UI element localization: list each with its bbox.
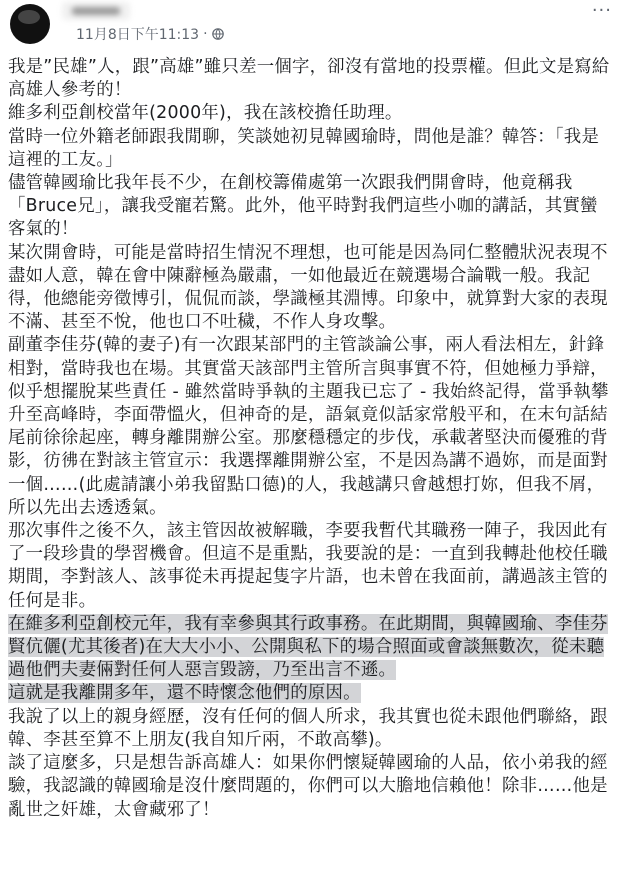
post-paragraph: 儘管韓國瑜比我年長不少，在創校籌備處第一次跟我們開會時，他竟稱我「Bruce兄」，讓我受寵若驚。此外，他平時對我們這些小咖的講話，其實蠻客氣的！: [8, 173, 598, 240]
post-paragraph: 談了這麼多，只是想告訴高雄人：如果你們懷疑韓國瑜的人品，依小弟我的經驗，我認識的韓國瑜是沒什麼問題的，你們可以大膽地信賴他！除非……他是亂世之奸雄，太會藏邪了！: [8, 753, 608, 820]
post-paragraph: 當時一位外籍老師跟我閒聊，笑談她初見韓國瑜時，問他是誰？韓答：「我是這裡的工友。」: [8, 126, 600, 170]
post-paragraph: 維多利亞創校當年(2000年)，我在該校擔任助理。: [8, 103, 403, 124]
post-paragraph: 我是”民雄”人，跟”高雄”雖只差一個字，卻沒有當地的投票權。但此文是寫給高雄人參考的！: [8, 57, 610, 101]
post-paragraph: 副董李佳芬(韓的妻子)有一次跟某部門的主管談論公事，兩人看法相左，針鋒相對，當時我也在場。其實當天該部門主管所言與事實不符，但她極力爭辯，似乎想擺脫某些責任 - 雖然當時爭執的主題我已忘了 - 我始終記得，當爭執攀升至高峰時，李面帶慍火，但神奇的是，語氣竟似話家常般平和，在末句話結尾前徐徐起座，轉身離開辦公室。那麼穩穩定的步伐，承載著堅決而優雅的背影，彷彿在對該主管宣示：我選擇離開辦公室，不是因為講不過妳，而是面對一個……(此處請讓小弟我留點口德)的人，我越講只會越想打妳，但我不屑，所以先出去透透氣。: [8, 335, 609, 518]
highlighted-text: 這就是我離開多年，還不時懷念他們的原因。: [8, 683, 361, 704]
post-paragraph: 那次事件之後不久，該主管因故被解職，李要我暫代其職務一陣子，我因此有了一段珍貴的學習機會。但這不是重點，我要說的是：一直到我轉赴他校任職期間，李對該人、該事從未再提起隻字片語，也未曾在我面前，講過該主管的任何是非。: [8, 521, 608, 611]
more-options-icon[interactable]: ···: [591, 0, 612, 21]
post-paragraph-highlighted: [8, 682, 612, 705]
meta-separator: ·: [203, 26, 208, 42]
post-paragraph: 某次開會時，可能是當時招生情況不理想，也可能是因為同仁整體狀況表現不盡如人意，韓在會中陳辭極為嚴肅，一如他最近在競選場合論戰一般。我記得，他總能旁徵博引，侃侃而談，學識極其淵博。印象中，就算對大家的表現不滿、甚至不悅，他也口不吐穢，不作人身攻擊。: [8, 242, 608, 333]
author-name-redacted[interactable]: [62, 2, 130, 20]
highlighted-text: 在維多利亞創校元年，我有幸參與其行政事務。在此期間，與韓國瑜、李佳芬賢伉儷(尤其後者)在大大小小、公開與私下的場合照面或會談無數次，從未聽過他們夫妻倆對任何人惡言毀謗，乃至出言不遜。: [8, 613, 608, 681]
avatar[interactable]: [10, 4, 50, 44]
post-paragraph: 我說了以上的親身經歷，沒有任何的個人所求，我其實也從未跟他們聯絡，跟韓、李甚至算不上朋友(我自知斤兩，不敢高攀)。: [8, 706, 608, 750]
post-paragraph-highlighted: [8, 613, 612, 683]
post-timestamp[interactable]: 11月8日下午11:13: [76, 27, 200, 43]
post-body: [8, 56, 612, 822]
post-header: [0, 0, 620, 52]
post-meta: [76, 24, 224, 44]
globe-icon[interactable]: [212, 28, 224, 40]
